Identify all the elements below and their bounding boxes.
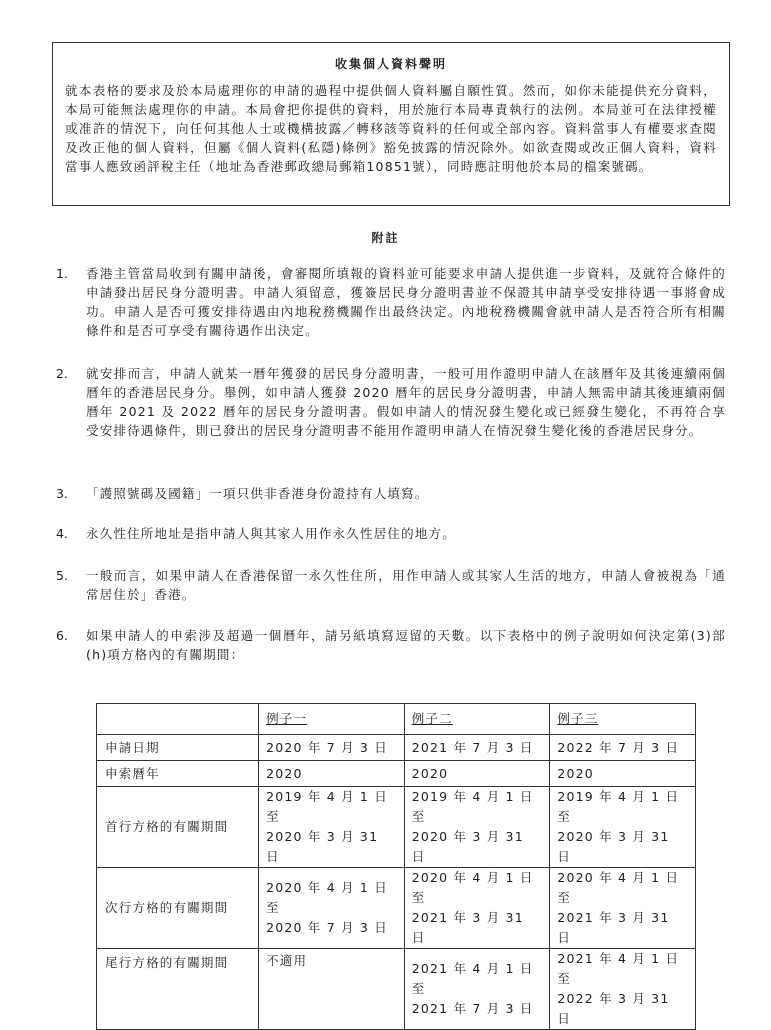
table-header-cell bbox=[97, 704, 259, 735]
cell-line: 2020 bbox=[557, 765, 594, 781]
note-text: 如果申請人的申索涉及超過一個曆年，請另紙填寫逗留的天數。以下表格中的例子說明如何決定第(3)部 (h)項方格內的有關期間： bbox=[86, 628, 726, 662]
cell-line: 2021 年 4 月 1 日至 bbox=[557, 951, 680, 986]
row-label: 尾行方格的有關期間 bbox=[97, 949, 259, 1030]
table-row bbox=[97, 949, 696, 1030]
row-label: 申索曆年 bbox=[97, 761, 259, 787]
table-row bbox=[97, 787, 696, 868]
table-row bbox=[97, 735, 696, 761]
table-row bbox=[97, 868, 696, 949]
table-cell bbox=[550, 735, 696, 761]
table-cell bbox=[404, 868, 550, 949]
cell-line: 不適用 bbox=[266, 953, 308, 968]
privacy-statement-body: 就本表格的要求及於本局處理你的申請的過程中提供個人資料屬自願性質。然而，如你未能提供充分資料，本局可能無法處理你的申請。本局會把你提供的資料，用於施行本局專責執行的法例。本局並可在法律授權或准許的情況下，向任何其他人士或機構披露／轉移該等資料的任何或全部內容。資料當事人有權要求查閱及改正他的個人資料，但屬《個人資料(私隱)條例》豁免披露的情況除外。如欲查閱或改正個人資料，資料當事人應致函評稅主任（地址為香港郵政總局郵箱10851號），同時應註明他於本局的檔案號碼。 bbox=[65, 83, 717, 174]
table-cell bbox=[259, 761, 405, 787]
note-number: 4. bbox=[56, 526, 68, 541]
note-number: 1. bbox=[56, 266, 68, 281]
example-2-header: 例子二 bbox=[411, 711, 453, 726]
cell-line: 2020 年 3 月 31 日 bbox=[411, 829, 524, 864]
note-number: 5. bbox=[56, 568, 68, 583]
note-item bbox=[56, 364, 726, 440]
cell-line: 2020 年 4 月 1 日至 bbox=[411, 870, 534, 905]
cell-line: 2020 bbox=[411, 765, 449, 781]
cell-line: 2020 年 7 月 3 日 bbox=[266, 920, 388, 935]
row-label: 次行方格的有關期間 bbox=[97, 868, 259, 949]
note-item bbox=[56, 566, 726, 604]
cell-line: 2019 年 4 月 1 日至 bbox=[266, 789, 388, 824]
cell-line: 2020 bbox=[266, 765, 303, 781]
cell-line: 2021 年 4 月 1 日至 bbox=[411, 961, 534, 996]
table-cell bbox=[259, 949, 405, 1030]
note-number: 3. bbox=[56, 486, 68, 501]
note-number: 6. bbox=[56, 628, 68, 643]
cell-line: 2021 年 3 月 31 日 bbox=[557, 910, 670, 945]
table-cell bbox=[404, 735, 550, 761]
note-text: 就安排而言，申請人就某一曆年獲發的居民身分證明書，一般可用作證明申請人在該曆年及其後連續兩個曆年的香港居民身分。舉例，如申請人獲發 2020 曆年的居民身分證明書，申請人無需申請其後連續兩個曆年 2021 及 2022 曆年的居民身分證明書。假如申請人的情況發生變化或已經發生變化，不再符合享受安排待遇條件，則已發出的居民身分證明書不能用作證明申請人在情況發生變化後的香港居民身分。 bbox=[86, 366, 726, 438]
table-header-cell bbox=[550, 704, 696, 735]
cell-line: 2019 年 4 月 1 日至 bbox=[411, 789, 534, 824]
table-cell bbox=[404, 949, 550, 1030]
table-cell bbox=[259, 787, 405, 868]
table-header-cell bbox=[259, 704, 405, 735]
cell-line: 2021 年 7 月 3 日 bbox=[411, 1001, 534, 1016]
table-cell bbox=[259, 868, 405, 949]
table-cell bbox=[259, 735, 405, 761]
note-item bbox=[56, 484, 726, 503]
note-text: 香港主管當局收到有關申請後，會審閱所填報的資料並可能要求申請人提供進一步資料，及就符合條件的申請發出居民身分證明書。申請人須留意，獲簽居民身分證明書並不保證其申請享受安排待遇一事將會成功。申請人是否可獲安排待遇由內地稅務機關作出最終決定。內地稅務機關會就申請人是否符合所有相關條件和是否可享受有關待遇作出決定。 bbox=[86, 266, 726, 338]
notes-title: 附註 bbox=[371, 231, 400, 245]
privacy-statement-box bbox=[52, 42, 730, 206]
privacy-statement-title: 收集個人資料聲明 bbox=[334, 57, 447, 71]
note-text: 「護照號碼及國籍」一項只供非香港身份證持有人填寫。 bbox=[86, 486, 429, 501]
table-cell bbox=[550, 761, 696, 787]
cell-line: 2020 年 4 月 1 日至 bbox=[266, 880, 388, 915]
cell-line: 2022 年 3 月 31 日 bbox=[557, 991, 670, 1026]
note-number: 2. bbox=[56, 366, 68, 381]
cell-line: 2019 年 4 月 1 日至 bbox=[557, 789, 680, 824]
cell-line: 2021 年 3 月 31 日 bbox=[411, 910, 524, 945]
note-item bbox=[56, 524, 726, 543]
table-cell bbox=[404, 787, 550, 868]
table-cell bbox=[404, 761, 550, 787]
note-text: 一般而言，如果申請人在香港保留一永久性住所，用作申請人或其家人生活的地方，申請人會被視為「通常居住於」香港。 bbox=[86, 568, 726, 602]
example-table bbox=[96, 703, 696, 1030]
table-cell bbox=[550, 949, 696, 1030]
note-item bbox=[56, 264, 726, 340]
table-cell bbox=[550, 787, 696, 868]
table-header-cell bbox=[404, 704, 550, 735]
cell-line: 2020 年 3 月 31 日 bbox=[266, 829, 379, 864]
cell-line: 2021 年 7 月 3 日 bbox=[411, 739, 534, 755]
row-label: 申請日期 bbox=[97, 735, 259, 761]
note-item bbox=[56, 626, 726, 664]
cell-line: 2020 年 3 月 31 日 bbox=[557, 829, 670, 864]
table-header-row bbox=[97, 704, 696, 735]
table-cell bbox=[550, 868, 696, 949]
example-3-header: 例子三 bbox=[557, 711, 599, 726]
cell-line: 2022 年 7 月 3 日 bbox=[557, 739, 680, 755]
cell-line: 2020 年 4 月 1 日至 bbox=[557, 870, 680, 905]
row-label: 首行方格的有關期間 bbox=[97, 787, 259, 868]
example-1-header: 例子一 bbox=[266, 711, 308, 726]
cell-line: 2020 年 7 月 3 日 bbox=[266, 739, 388, 755]
table-row bbox=[97, 761, 696, 787]
note-text: 永久性住所地址是指申請人與其家人用作永久性居住的地方。 bbox=[86, 526, 456, 541]
